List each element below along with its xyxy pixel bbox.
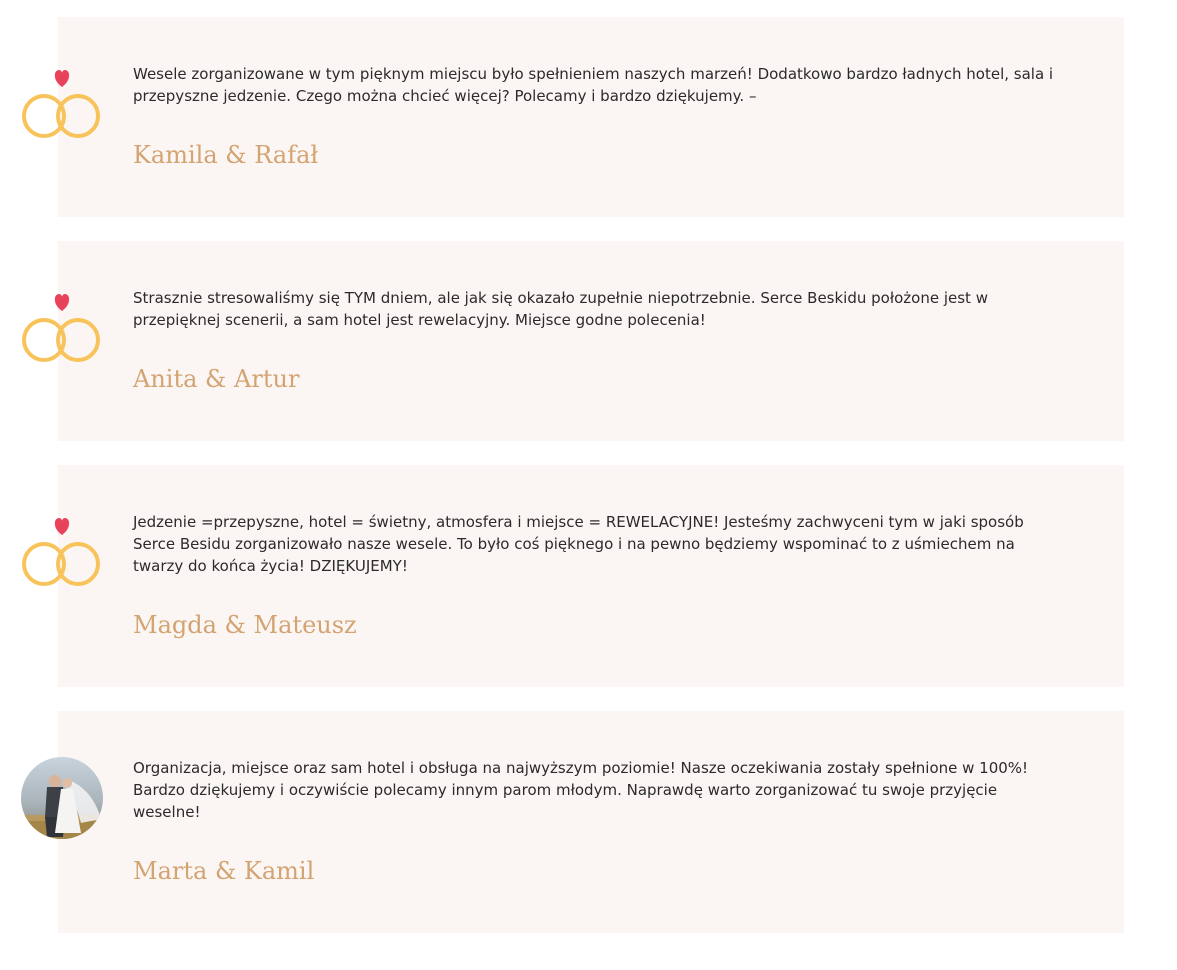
testimonial-quote: Strasznie stresowaliśmy się TYM dniem, ale jak się okazało zupełnie niepotrzebnie. Serce Beskidu położone jest w przepięknej scenerii, a sam hotel jest rewelacyjny. Miejsce godne polecenia! bbox=[133, 289, 988, 329]
wedding-rings-heart-icon bbox=[21, 513, 103, 595]
testimonial-quote: Organizacja, miejsce oraz sam hotel i obsługa na najwyższym poziomie! Nasze oczekiwania zostały spełnione w 100%! Bardzo dziękujemy i oczywiście polecamy innym parom młodym. Naprawdę warto zorganizować tu swoje przyjęcie weselne! bbox=[133, 759, 1029, 821]
wedding-rings-heart-icon bbox=[21, 289, 103, 371]
testimonial-quote: Jedzenie =przepyszne, hotel = świetny, atmosfera i miejsce = REWELACYJNE! Jesteśmy zachwyceni tym w jaki sposób Serce Besidu zorganizowało nasze wesele. To było coś pięknego i na pewno będziemy wspominać to z uśmiechem na twarzy do końca życia! DZIĘKUJEMY! bbox=[133, 513, 1024, 575]
testimonial-card bbox=[58, 17, 1124, 217]
testimonial-author: Anita & Artur bbox=[133, 365, 300, 393]
testimonial-author: Marta & Kamil bbox=[133, 857, 315, 885]
testimonial-author: Kamila & Rafał bbox=[133, 141, 319, 169]
testimonial-quote: Wesele zorganizowane w tym pięknym miejscu było spełnieniem naszych marzeń! Dodatkowo bardzo ładnych hotel, sala i przepyszne jedzenie. Czego można chcieć więcej? Polecamy i bardzo dziękujemy. – bbox=[133, 65, 1054, 105]
testimonial-card bbox=[58, 465, 1124, 687]
wedding-rings-heart-icon bbox=[21, 65, 103, 147]
couple-photo-avatar bbox=[21, 757, 103, 839]
testimonial-card bbox=[58, 241, 1124, 441]
testimonial-author: Magda & Mateusz bbox=[133, 611, 357, 639]
testimonial-card bbox=[58, 711, 1124, 933]
